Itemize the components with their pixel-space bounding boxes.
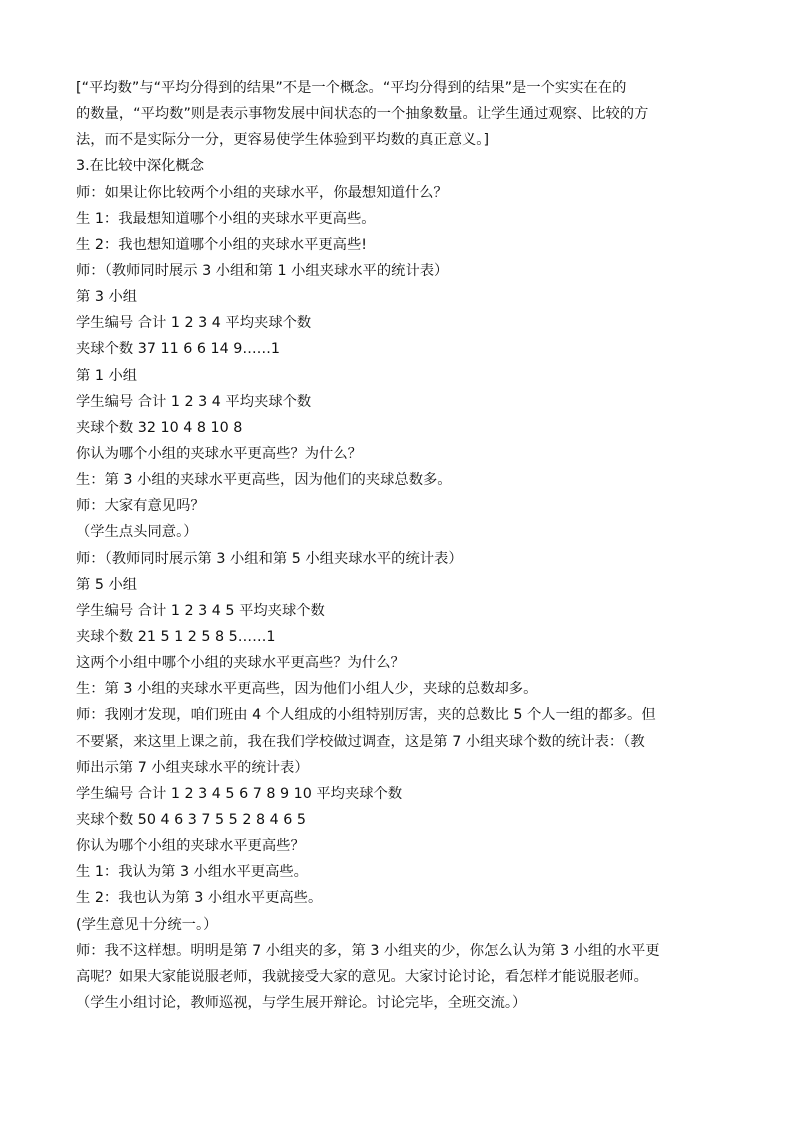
text-line: 师：我刚才发现，咱们班由 4 个人组成的小组特别厉害，夹的总数比 5 个人一组的都多。但 <box>76 707 656 724</box>
text-line: 第 3 小组 <box>76 289 138 306</box>
text-line: 高呢？如果大家能说服老师，我就接受大家的意见。大家讨论讨论，看怎样才能说服老师。 <box>76 968 648 985</box>
text-line: 生：第 3 小组的夹球水平更高些，因为他们的夹球总数多。 <box>76 472 452 489</box>
text-line: 第 1 小组 <box>76 367 138 384</box>
text-line: 法，而不是实际分一分，更容易使学生体验到平均数的真正意义。] <box>76 132 490 149</box>
text-line: 师：（教师同时展示第 3 小组和第 5 小组夹球水平的统计表） <box>76 550 463 567</box>
text-line: 的数量，“平均数”则是表示事物发展中间状态的一个抽象数量。让学生通过观察、比较的方 <box>76 106 649 123</box>
text-line: 生 1：我最想知道哪个小组的夹球水平更高些。 <box>76 210 376 227</box>
text-line: 生：第 3 小组的夹球水平更高些，因为他们小组人少，夹球的总数却多。 <box>76 681 538 698</box>
text-line: 你认为哪个小组的夹球水平更高些？为什么？ <box>76 445 362 462</box>
text-line: [“平均数”与“平均分得到的结果”不是一个概念。“平均分得到的结果”是一个实实在在的 <box>76 80 627 96</box>
text-line: 师：如果让你比较两个小组的夹球水平，你最想知道什么？ <box>76 184 448 201</box>
text-line: （学生点头同意。） <box>76 524 198 541</box>
text-line: 生 1：我认为第 3 小组水平更高些。 <box>76 864 308 881</box>
text-line: 第 5 小组 <box>76 576 138 593</box>
text-line: 师：大家有意见吗？ <box>76 498 205 515</box>
text-line: 这两个小组中哪个小组的夹球水平更高些？为什么？ <box>76 655 405 672</box>
text-line: 学生编号 合计 1 2 3 4 5 6 7 8 9 10 平均夹球个数 <box>76 785 403 802</box>
text-line: 夹球个数 21 5 1 2 5 8 5……1 <box>76 628 276 645</box>
text-line: 生 2：我也认为第 3 小组水平更高些。 <box>76 890 323 907</box>
text-line: 师：我不这样想。明明是第 7 小组夹的多，第 3 小组夹的少，你怎么认为第 3 小组的水平更 <box>76 942 660 959</box>
text-line: (学生意见十分统一。） <box>76 916 218 933</box>
text-line: 夹球个数 32 10 4 8 10 8 <box>76 419 243 436</box>
text-line: 不要紧，来这里上课之前，我在我们学校做过调查，这是第 7 小组夹球个数的统计表：（教 <box>76 733 645 750</box>
text-line: 你认为哪个小组的夹球水平更高些？ <box>76 838 305 855</box>
text-line: （学生小组讨论，教师巡视，与学生展开辩论。讨论完毕，全班交流。） <box>76 994 527 1011</box>
text-line: 生 2：我也想知道哪个小组的夹球水平更高些! <box>76 236 368 253</box>
text-line: 夹球个数 37 11 6 6 14 9……1 <box>76 341 281 358</box>
text-line: 3.在比较中深化概念 <box>76 158 205 175</box>
text-line: 师：（教师同时展示 3 小组和第 1 小组夹球水平的统计表） <box>76 262 449 279</box>
document-page <box>76 75 719 1016</box>
text-line: 学生编号 合计 1 2 3 4 平均夹球个数 <box>76 315 312 332</box>
text-line: 学生编号 合计 1 2 3 4 平均夹球个数 <box>76 393 312 410</box>
text-line: 学生编号 合计 1 2 3 4 5 平均夹球个数 <box>76 602 325 619</box>
text-line: 师出示第 7 小组夹球水平的统计表） <box>76 759 309 776</box>
text-line: 夹球个数 50 4 6 3 7 5 5 2 8 4 6 5 <box>76 811 306 828</box>
